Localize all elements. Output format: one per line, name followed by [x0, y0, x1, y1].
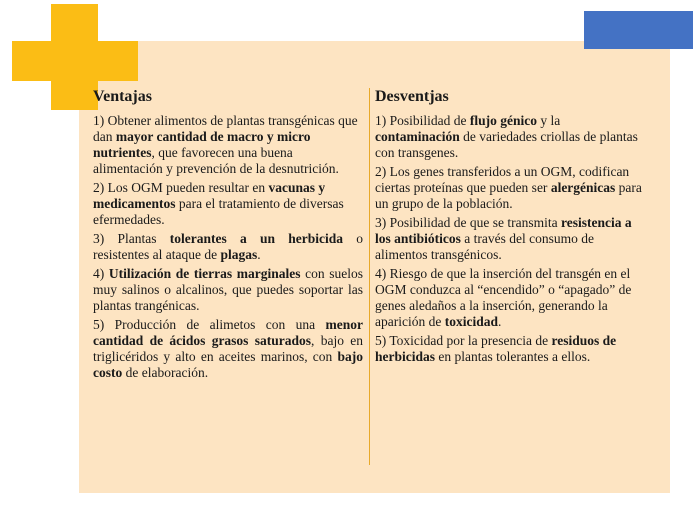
disadvantages-heading: Desventjas: [375, 88, 449, 105]
text-segment: , bajo en triglicéridos y alto en aceites marinos, con: [93, 333, 363, 364]
text-segment: para un grupo de la población.: [375, 180, 642, 211]
text-segment: de elaboración.: [122, 365, 209, 380]
plus-shape-horizontal: [12, 41, 138, 81]
text-segment: para el tratamiento de diversas efermedades.: [93, 196, 344, 227]
advantage-item: [93, 231, 363, 263]
bold-text: flujo génico: [469, 113, 537, 128]
bold-text: resistencia a los antibióticos: [375, 215, 632, 246]
text-segment: 5) Producción de alimetos con una: [93, 317, 326, 332]
text-segment: 5) Toxicidad por la presencia de: [375, 333, 552, 348]
bold-text: mayor cantidad de macro y micro nutrientes: [93, 129, 311, 160]
text-segment: de variedades criollas de plantas con transgenes.: [375, 129, 638, 160]
bold-text: residuos de herbicidas: [375, 333, 617, 364]
advantages-list: [93, 113, 363, 381]
disadvantages-list: [375, 113, 648, 365]
bold-text: bajo costo: [93, 349, 363, 380]
bold-text: plagas: [220, 247, 258, 262]
bold-text: menor cantidad de ácidos grasos saturados: [93, 317, 363, 348]
text-segment: con suelos muy salinos o alcalinos, que puedes soportar las plantas trangénicas.: [93, 266, 364, 313]
text-segment: .: [497, 314, 502, 329]
advantage-item: [93, 180, 363, 228]
advantage-item: [93, 113, 363, 177]
column-divider: [369, 88, 370, 465]
decorative-blue-rectangle: [584, 11, 693, 49]
text-segment: 4): [93, 266, 109, 281]
disadvantage-item: [375, 215, 648, 263]
text-segment: y la: [537, 113, 561, 128]
advantages-column: [93, 87, 363, 384]
text-segment: 1) Obtener alimentos de plantas transgénicas que dan: [93, 113, 358, 144]
bold-text: vacunas y medicamentos: [93, 180, 326, 211]
bold-text: alergénicas: [550, 180, 616, 195]
text-segment: a través del consumo de alimentos transgénicos.: [375, 231, 594, 262]
text-segment: , que favorecen una buena alimentación y prevención de la desnutrición.: [93, 145, 339, 176]
advantages-heading: Ventajas: [93, 88, 152, 105]
advantage-item: [93, 266, 363, 314]
disadvantages-column: [375, 87, 648, 368]
text-segment: 3) Plantas: [93, 231, 170, 246]
bold-text: contaminación: [375, 129, 460, 144]
disadvantage-item: [375, 333, 648, 365]
disadvantage-item: [375, 164, 648, 212]
text-segment: 3) Posibilidad de que se transmita: [375, 215, 561, 230]
bold-text: Utilización de tierras marginales: [108, 266, 301, 281]
text-segment: o resistentes al ataque de: [93, 231, 363, 262]
text-segment: 2) Los OGM pueden resultar en: [93, 180, 269, 195]
text-segment: .: [257, 247, 261, 262]
bold-text: toxicidad: [444, 314, 498, 329]
disadvantage-item: [375, 266, 648, 330]
advantage-item: [93, 317, 363, 381]
text-segment: en plantas tolerantes a ellos.: [435, 349, 591, 364]
text-segment: 4) Riesgo de que la inserción del transgén en el OGM conduzca al “encendido” o “apagado” de genes aledaños a la inserción, generando la aparición de: [375, 266, 632, 329]
text-segment: 2) Los genes transferidos a un OGM, codifican ciertas proteínas que pueden ser: [375, 164, 630, 195]
disadvantage-item: [375, 113, 648, 161]
bold-text: tolerantes a un herbicida: [169, 231, 343, 246]
text-segment: 1) Posibilidad de: [375, 113, 470, 128]
